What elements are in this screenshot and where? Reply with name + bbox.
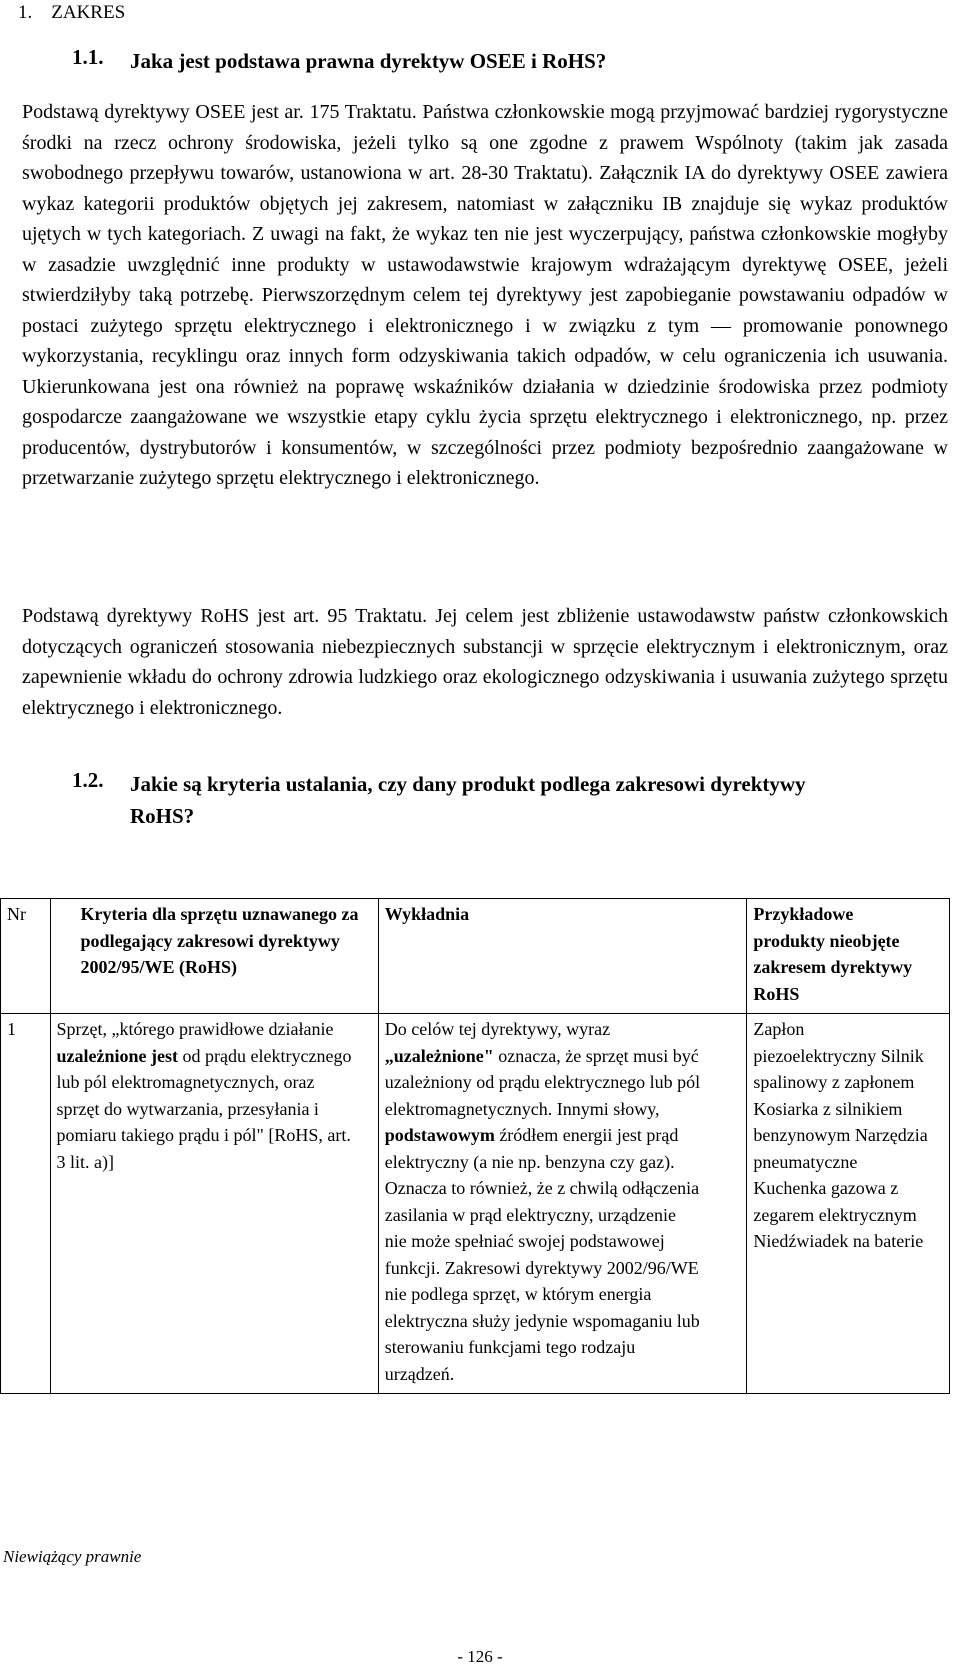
row-1-interpretation-part-c: źródłem energii jest prąd elektryczny (a nie np. benzyna czy gaz). Oznacza to również, że z chwilą odłączenia zasilania w prąd elektryczny, urządzenie nie może spełniać swojej podstawowej funkcji. Zakresowi dyrektywy 2002/96/WE nie podlega sprzęt, w którym energia elektryczna służy jedynie wspomaganiu lub sterowaniu funkcjami tego rodzaju urządzeń. <box>384 1125 700 1384</box>
paragraph-osee-legal-basis: Podstawą dyrektywy OSEE jest ar. 175 Traktatu. Państwa członkowskie mogą przyjmować bardziej rygorystyczne środki na rzecz ochrony środowiska, jeżeli tylko są one zgodne z prawem Wspólnoty (takim jak zasada swobodnego przepływu towarów, ustanowiona w art. 28-30 Traktatu). Załącznik IA do dyrektywy OSEE zawiera wykaz kategorii produktów objętych jej zakresem, natomiast w załączniku IB znajduje się wykaz produktów ujętych w tych kategoriach. Z uwagi na fakt, że wykaz ten nie jest wyczerpujący, państwa członkowskie mogłyby w zasadzie uwzględnić inne produkty w ustawodawstwie krajowym wdrażającym dyrektywę OSEE, jeżeli stwierdziłyby taką potrzebę. Pierwszorzędnym celem tej dyrektywy jest zapobieganie powstawaniu odpadów w postaci zużytego sprzętu elektrycznego i elektronicznego i w związku z tym — promowanie ponownego wykorzystania, recyklingu oraz innych form odzyskiwania takich odpadów, w celu ograniczenia ich usuwania. Ukierunkowana jest ona również na poprawę wskaźników działania w dziedzinie środowiska przez podmioty gospodarcze zaangażowane we wszystkie etapy cyklu życia sprzętu elektrycznego i elektronicznego, np. przez producentów, dystrybutorów i konsumentów, w szczególności przez podmioty bezpośrednio zaangażowane w przetwarzanie zużytego sprzętu elektrycznego i elektronicznego. <box>22 101 948 489</box>
header-examples <box>747 899 950 1014</box>
row-1-criteria <box>50 1014 378 1394</box>
criteria-table <box>0 898 950 1394</box>
subsection-1-number: 1.1. <box>72 45 104 69</box>
section-title-first-letter: Z <box>51 2 63 23</box>
section-heading <box>18 2 125 24</box>
subsection-1-title: Jaka jest podstawa prawna dyrektyw OSEE i RoHS? <box>130 49 607 73</box>
row-1-interpretation-part-a: Do celów tej dyrektywy, wyraz <box>384 1019 611 1039</box>
header-criteria <box>50 899 378 1014</box>
row-1-criteria-part-b: od prądu elektrycznego lub pól elektromagnetycznych, oraz sprzęt do wytwarzania, przesyłania i pomiaru takiego prądu i pól" [RoHS, art. 3 lit. a)] <box>56 1045 352 1172</box>
subsection-1-heading <box>72 45 872 77</box>
row-1-interpretation <box>378 1014 747 1394</box>
header-examples-text: Przykładowe produkty nieobjęte zakresem dyrektywy RoHS <box>753 904 913 1004</box>
table-header-row <box>1 899 950 1014</box>
row-1-interpretation-bold-1: „uzależnione" <box>384 1045 494 1066</box>
page-number: - 126 - <box>457 1647 503 1666</box>
row-1-interpretation-part-b: oznacza, że sprzęt musi być uzależniony od prądu elektrycznego lub pól elektromagnetycznych. Innymi słowy, <box>384 1045 701 1119</box>
row-1-interpretation-bold-2: podstawowym <box>384 1125 495 1145</box>
paragraph-rohs-legal-basis: Podstawą dyrektywy RoHS jest art. 95 Traktatu. Jej celem jest zbliżenie ustawodawstw państw członkowskich dotyczących ograniczeń stosowania niebezpiecznych substancji w sprzęcie elektrycznym i elektronicznym, oraz zapewnienie wkładu do ochrony zdrowia ludzkiego oraz ekologicznego odzyskiwania i usuwania zużytego sprzętu elektrycznego i elektronicznego. <box>22 605 948 719</box>
row-1-criteria-bold: uzależnione jest <box>56 1045 179 1066</box>
header-interpretation-text: Wykładnia <box>384 904 470 924</box>
header-nr: Nr <box>1 899 51 1014</box>
section-number: 1. <box>18 2 33 23</box>
row-1-criteria-part-a: Sprzęt, „którego prawidłowe działanie <box>56 1019 334 1039</box>
subsection-2-title: Jakie są kryteria ustalania, czy dany produkt podlega zakresowi dyrektywy RoHS? <box>130 772 806 828</box>
footer-disclaimer: Niewiążący prawnie <box>3 1547 142 1566</box>
header-criteria-text: Kryteria dla sprzętu uznawanego za podlegający zakresowi dyrektywy 2002/95/WE (RoHS) <box>80 904 359 977</box>
header-interpretation <box>378 899 747 1014</box>
section-title-rest: AKRES <box>62 2 126 23</box>
table-row <box>1 1014 950 1394</box>
row-1-examples: Zapłon piezoelektryczny Silnik spalinowy z zapłonem Kosiarka z silnikiem benzynowym Narzędzia pneumatyczne Kuchenka gazowa z zegarem elektrycznym Niedźwiadek na baterie <box>747 1014 950 1394</box>
row-1-nr: 1 <box>1 1014 51 1394</box>
subsection-2-heading <box>72 768 852 834</box>
subsection-2-number: 1.2. <box>72 768 104 792</box>
